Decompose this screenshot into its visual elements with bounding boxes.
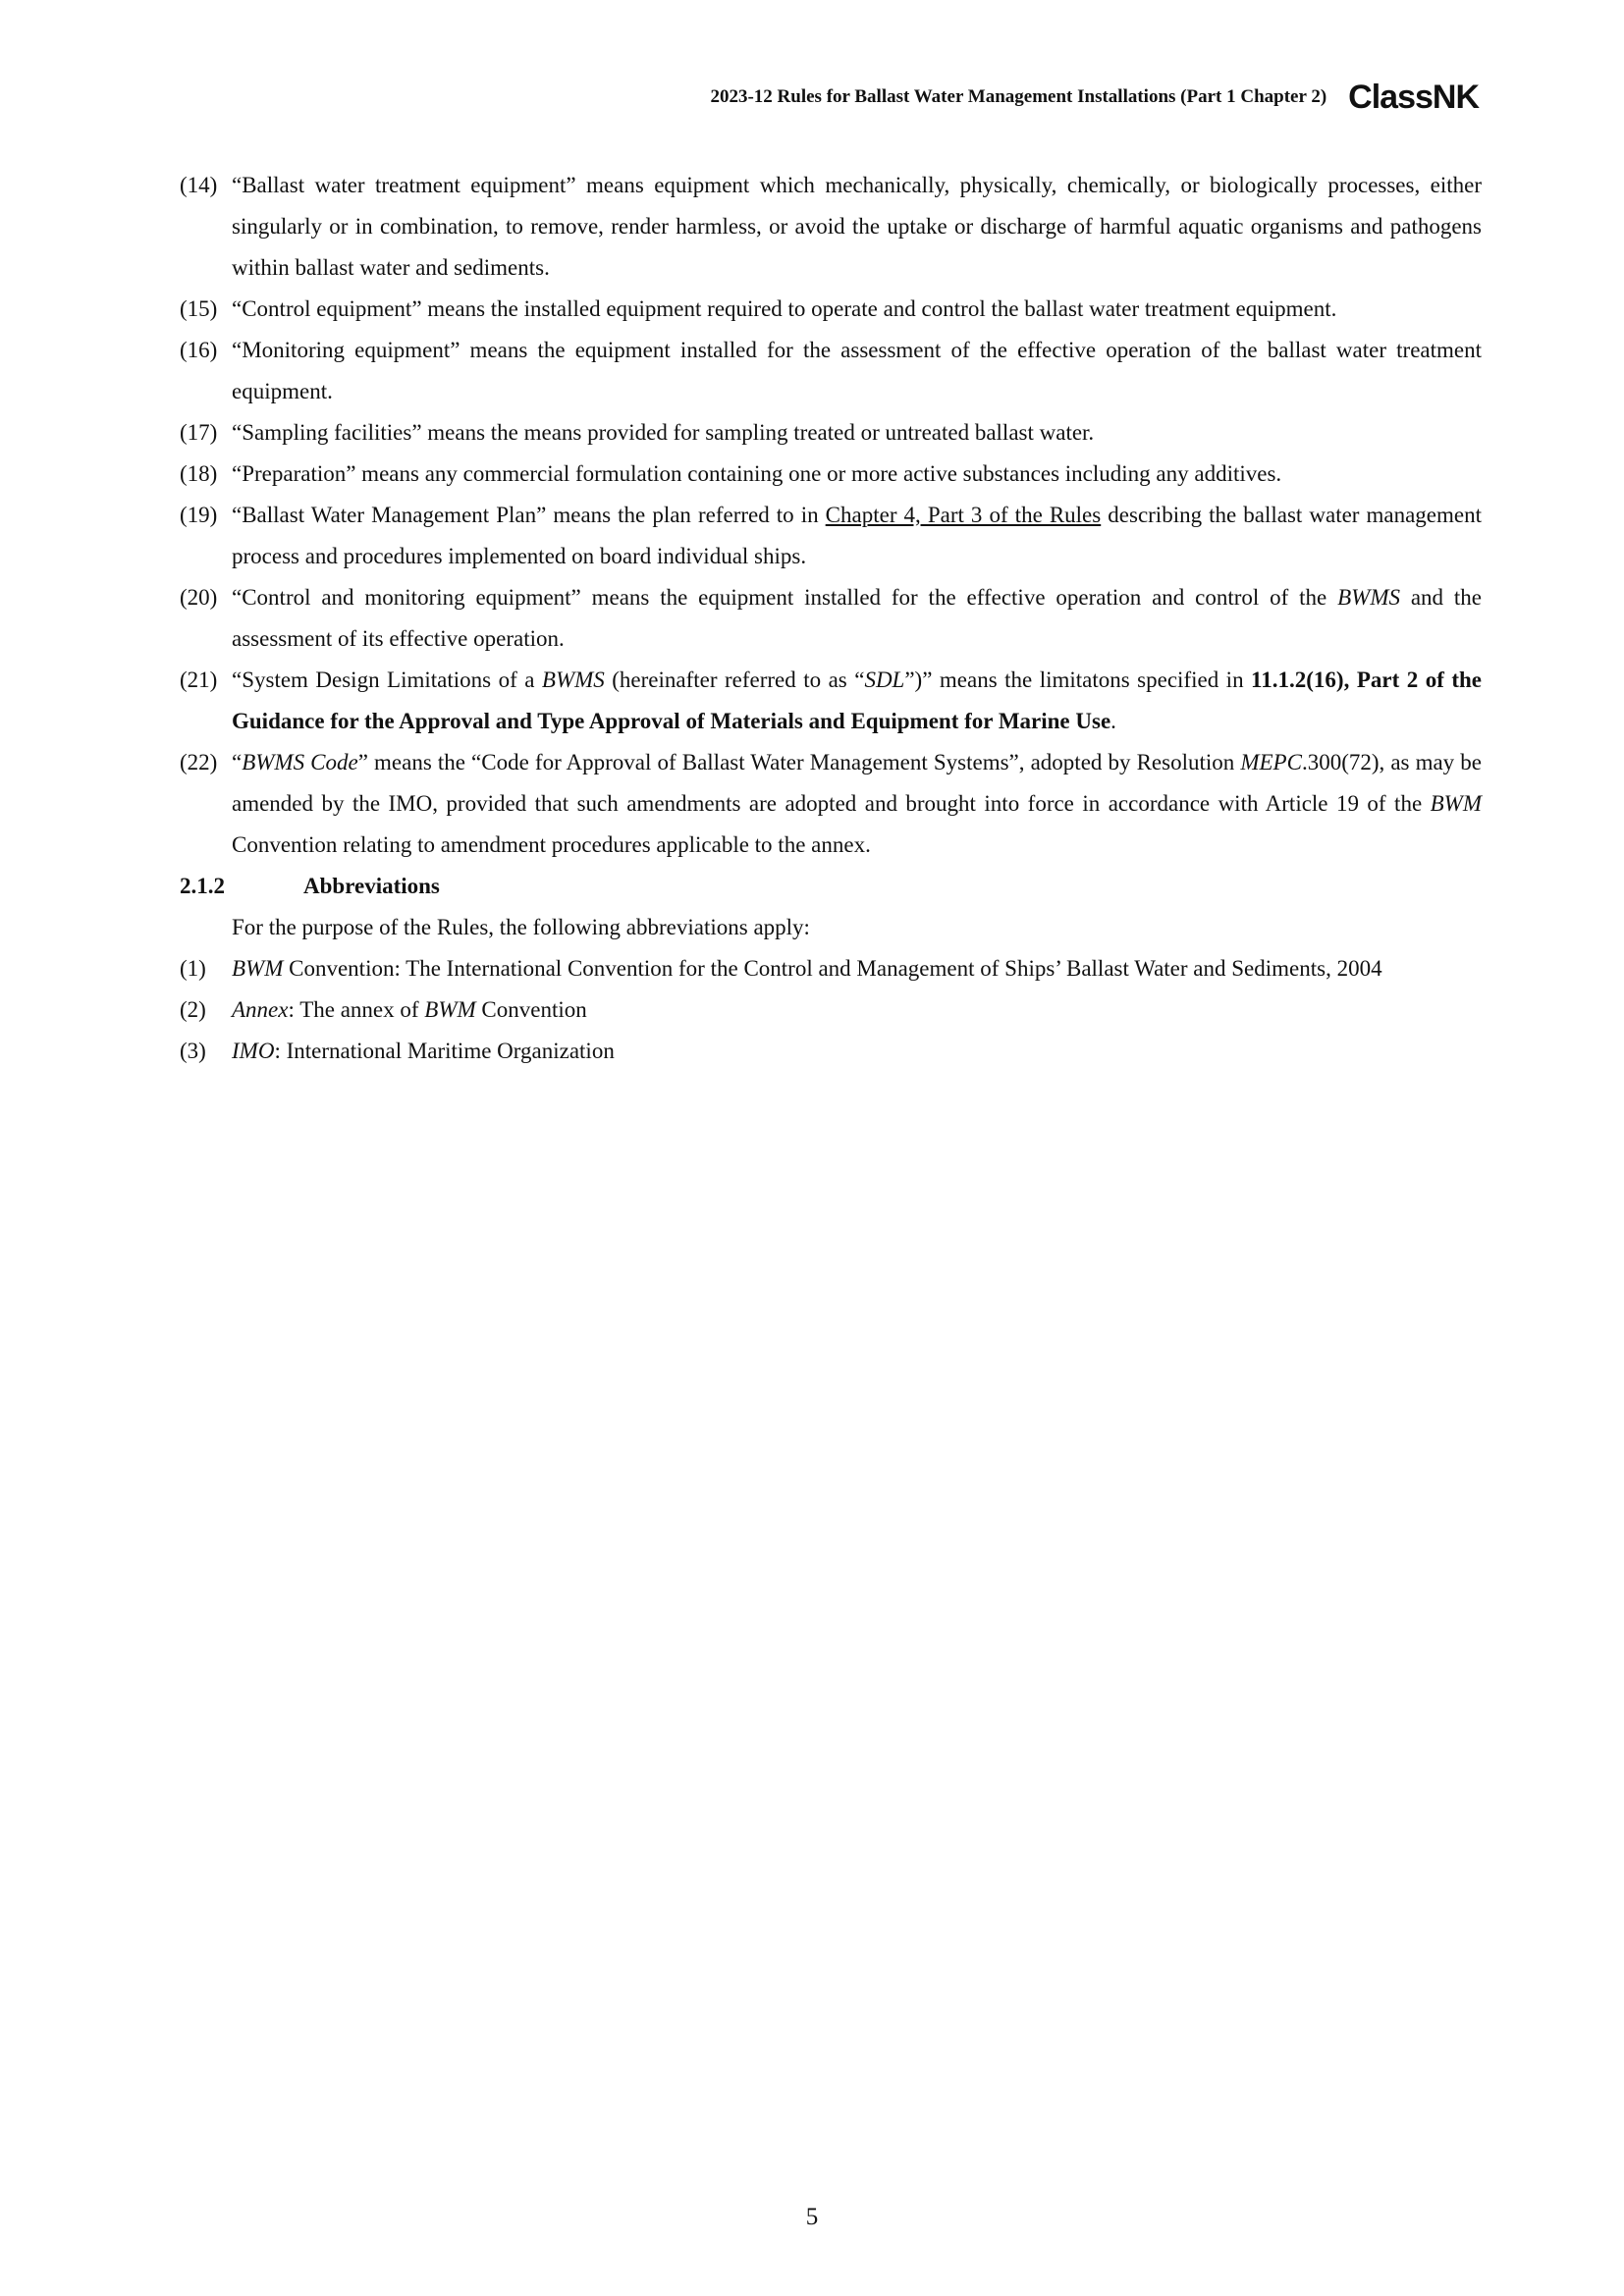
item-text: “Preparation” means any commercial formulation containing one or more active substances including any additives. bbox=[232, 461, 1282, 486]
definition-item-21 bbox=[180, 660, 1482, 742]
text-segment: Convention: The International Convention for the Control and Management of Ships’ Ballast Water and Sediments, 2004 bbox=[283, 956, 1382, 981]
text-segment: . bbox=[1110, 709, 1116, 733]
italic-term: BWMS bbox=[541, 667, 605, 692]
bold-reference: 11.1.2(16), Part 2 of the Guidance for the Approval and Type Approval of Materials and Equipment for Marine Use bbox=[232, 667, 1482, 733]
italic-term: BWMS bbox=[1337, 585, 1400, 610]
item-text: “Control equipment” means the installed equipment required to operate and control the ballast water treatment equipment. bbox=[232, 296, 1337, 321]
text-segment: describing the ballast water management process and procedures implemented on board individual ships. bbox=[232, 503, 1483, 568]
text-segment: “Control and monitoring equipment” means the equipment installed for the effective operation and control of the bbox=[232, 585, 1338, 610]
definition-item-19 bbox=[180, 495, 1482, 577]
item-text bbox=[232, 989, 1482, 1031]
section-number: 2.1.2 bbox=[180, 874, 225, 898]
item-text bbox=[232, 495, 1482, 577]
definition-item-22 bbox=[180, 742, 1482, 866]
italic-term: IMO bbox=[232, 1039, 275, 1063]
abbreviation-item-3 bbox=[180, 1031, 1482, 1072]
item-number: (2) bbox=[180, 997, 206, 1022]
page-header bbox=[710, 80, 1479, 114]
item-text: “Ballast water treatment equipment” means equipment which mechanically, physically, chemically, or biologically processes, either singularly or in combination, to remove, render harmless, or avoid the uptake or discharge of harmful aquatic organisms and pathogens within ballast water and sediments. bbox=[232, 173, 1482, 280]
text-segment: Convention relating to amendment procedures applicable to the annex. bbox=[232, 832, 871, 857]
item-number: (17) bbox=[180, 420, 218, 445]
item-text bbox=[232, 577, 1482, 660]
item-text bbox=[232, 948, 1482, 989]
italic-term: BWMS Code bbox=[242, 750, 358, 774]
definition-item-17 bbox=[180, 412, 1482, 454]
item-number: (16) bbox=[180, 338, 218, 362]
section-title: Abbreviations bbox=[303, 874, 440, 898]
text-segment: Convention bbox=[475, 997, 587, 1022]
section-intro: For the purpose of the Rules, the following abbreviations apply: bbox=[232, 915, 810, 939]
text-segment: .300(72), as may be amended by the IMO, provided that such amendments are adopted and brought into force in accordance with Article 19 of the bbox=[232, 750, 1482, 816]
italic-term: BWM bbox=[232, 956, 284, 981]
definition-item-20 bbox=[180, 577, 1482, 660]
text-segment: : The annex of bbox=[288, 997, 425, 1022]
text-segment: (hereinafter referred to as “ bbox=[604, 667, 865, 692]
italic-term: BWM bbox=[1430, 791, 1482, 816]
abbreviation-item-2 bbox=[180, 989, 1482, 1031]
definition-item-18 bbox=[180, 454, 1482, 495]
definition-item-15 bbox=[180, 289, 1482, 330]
item-number: (1) bbox=[180, 956, 206, 981]
item-text: “Sampling facilities” means the means provided for sampling treated or untreated ballast water. bbox=[232, 420, 1095, 445]
italic-term: Annex bbox=[232, 997, 289, 1022]
italic-term: SDL bbox=[864, 667, 905, 692]
item-text bbox=[232, 742, 1482, 866]
italic-term: BWM bbox=[424, 997, 476, 1022]
text-segment: “ bbox=[232, 750, 243, 774]
item-number: (14) bbox=[180, 173, 218, 197]
page-number: 5 bbox=[805, 2204, 819, 2230]
section-heading bbox=[180, 866, 1482, 907]
definition-item-16 bbox=[180, 330, 1482, 412]
text-segment: “System Design Limitations of a bbox=[232, 667, 542, 692]
text-segment: ”)” means the limitatons specified in bbox=[904, 667, 1252, 692]
definition-item-14 bbox=[180, 165, 1482, 289]
item-text bbox=[232, 660, 1482, 742]
text-segment: and the assessment of its effective operation. bbox=[232, 585, 1482, 651]
item-number: (3) bbox=[180, 1039, 206, 1063]
text-segment: : International Maritime Organization bbox=[274, 1039, 615, 1063]
chapter-reference-link[interactable]: Chapter 4, Part 3 of the Rules bbox=[825, 503, 1102, 527]
document-body bbox=[180, 165, 1482, 1072]
italic-term: MEPC bbox=[1240, 750, 1302, 774]
classnk-logo: ClassNK bbox=[1348, 79, 1479, 116]
header-title: 2023-12 Rules for Ballast Water Management Installations (Part 1 Chapter 2) bbox=[710, 86, 1327, 107]
text-segment: ” means the “Code for Approval of Ballast Water Management Systems”, adopted by Resolution bbox=[357, 750, 1241, 774]
item-number: (20) bbox=[180, 585, 218, 610]
item-number: (18) bbox=[180, 461, 218, 486]
text-segment: “Ballast Water Management Plan” means the plan referred to in bbox=[232, 503, 826, 527]
item-number: (22) bbox=[180, 750, 218, 774]
item-text bbox=[232, 1031, 1482, 1072]
item-number: (21) bbox=[180, 667, 218, 692]
item-number: (15) bbox=[180, 296, 218, 321]
item-number: (19) bbox=[180, 503, 218, 527]
abbreviation-item-1 bbox=[180, 948, 1482, 989]
item-text: “Monitoring equipment” means the equipment installed for the assessment of the effective operation of the ballast water treatment equipment. bbox=[232, 338, 1482, 403]
